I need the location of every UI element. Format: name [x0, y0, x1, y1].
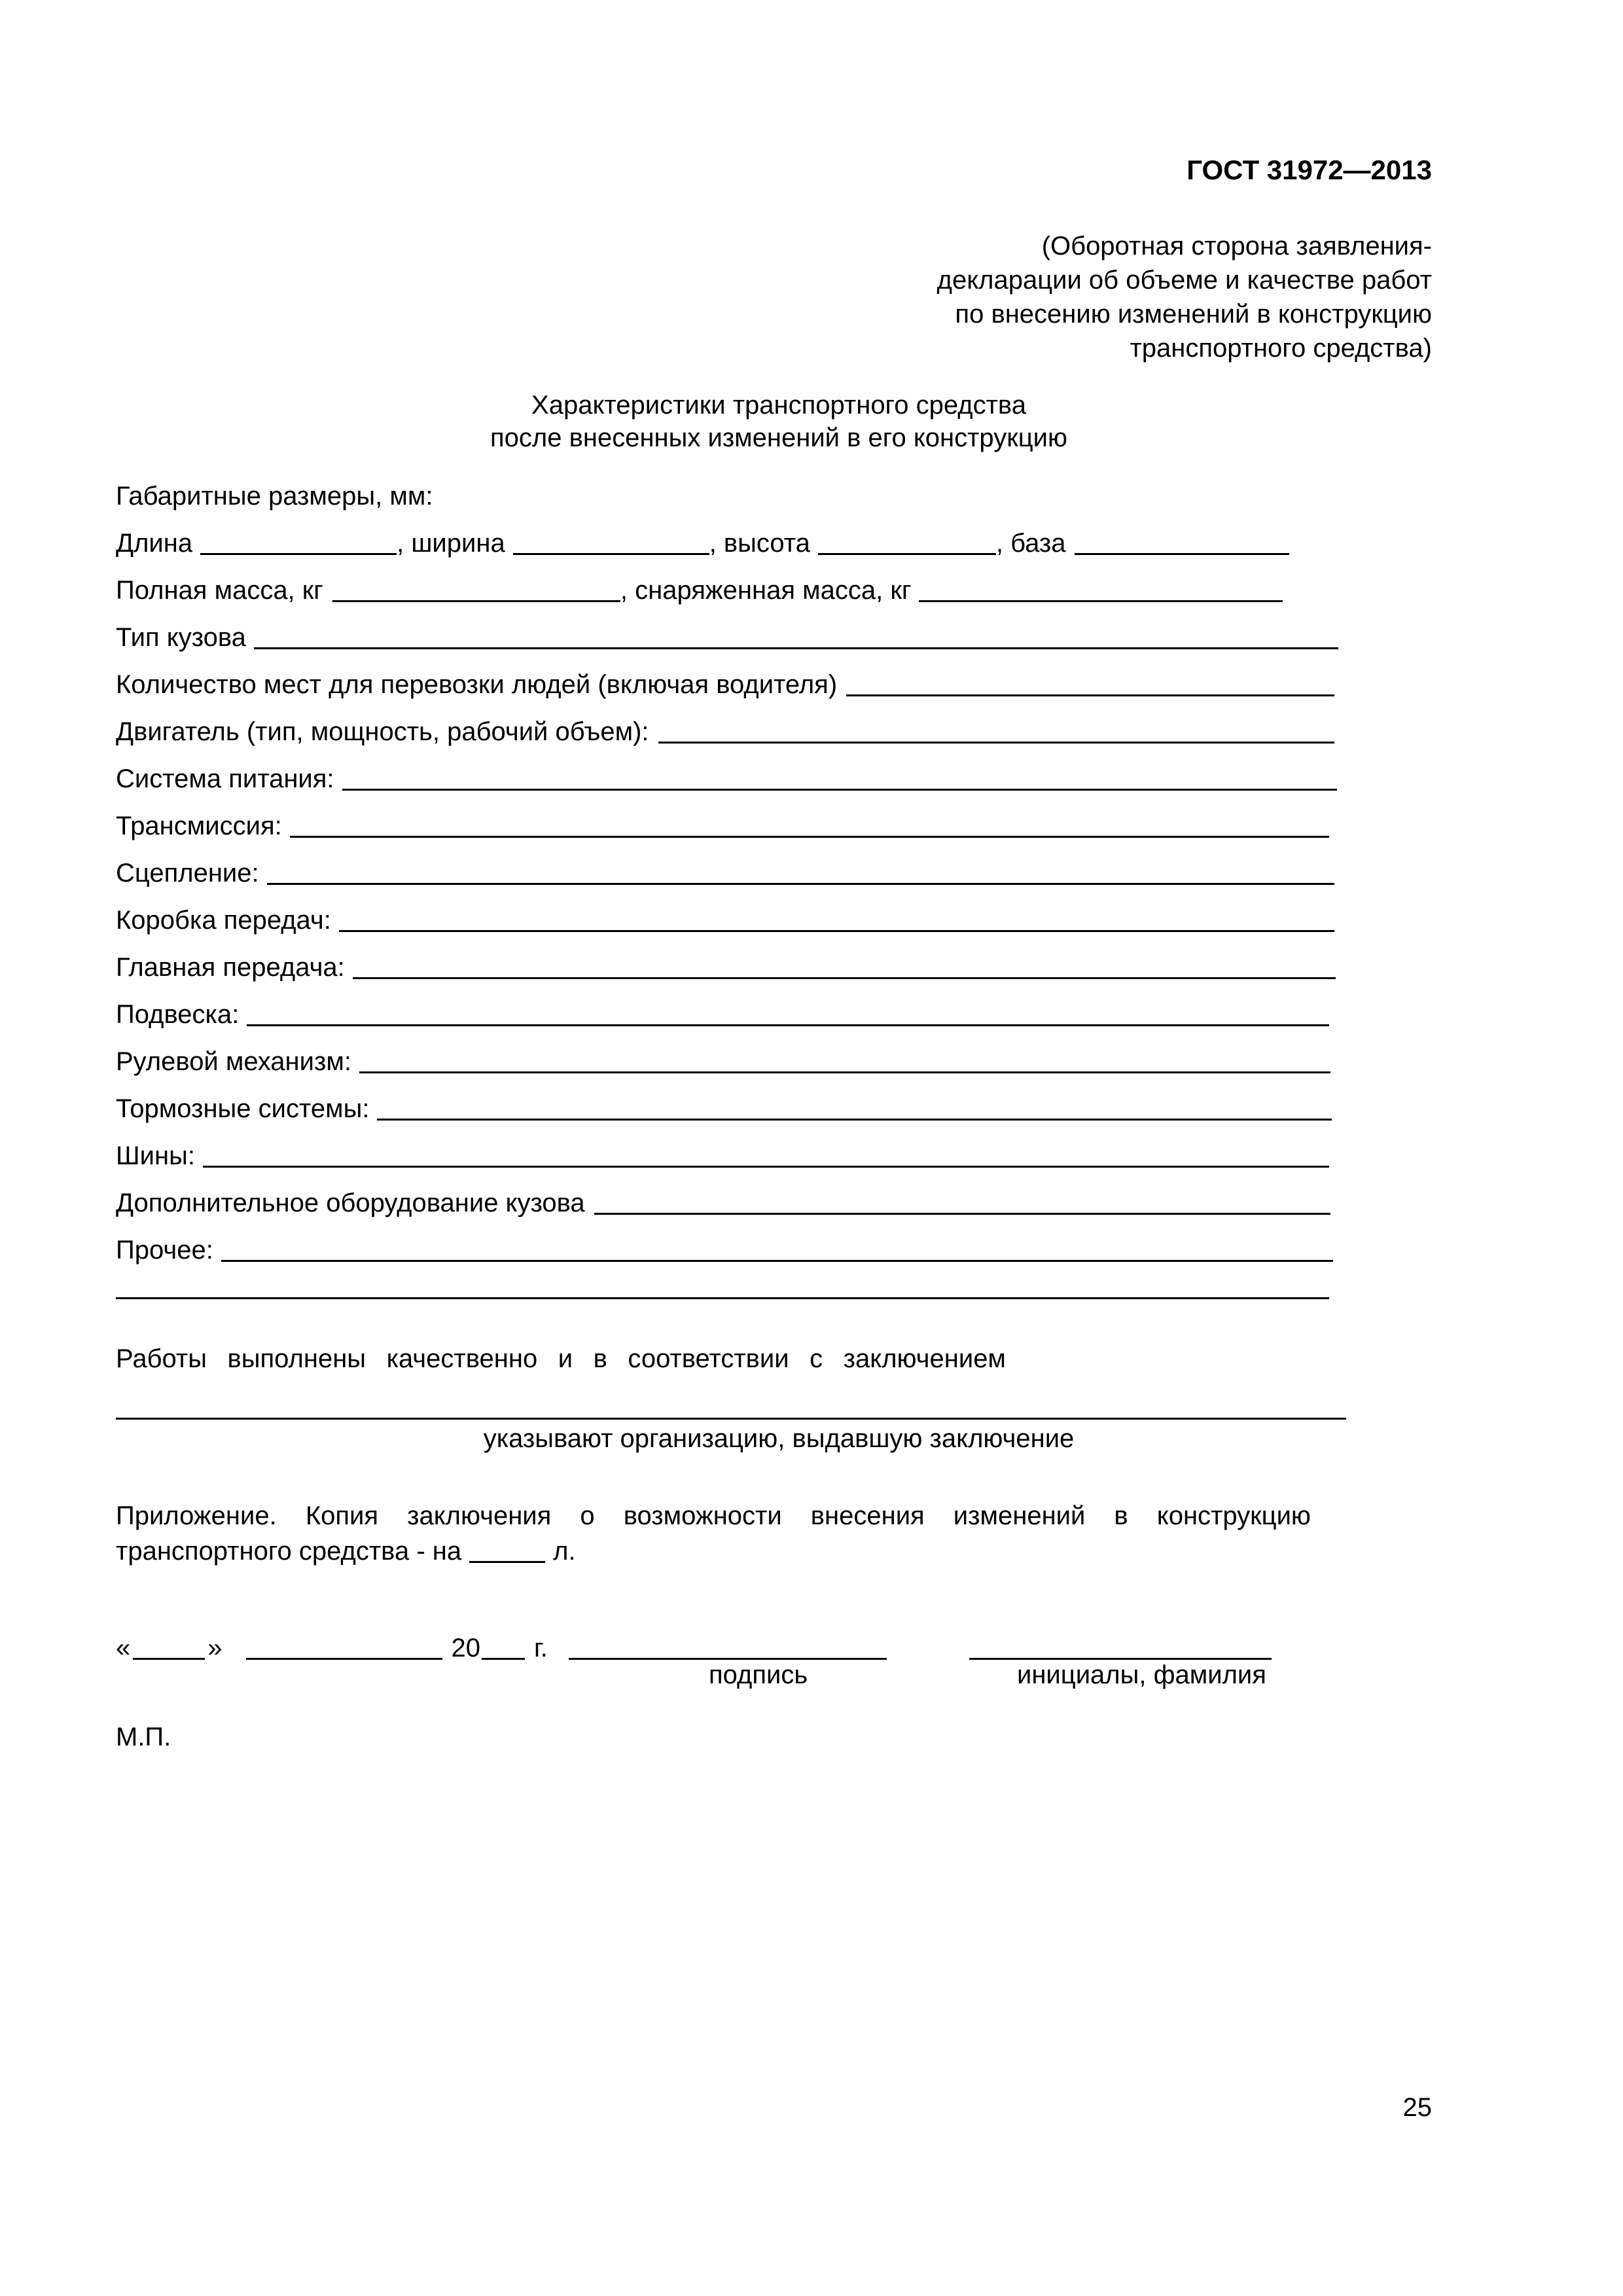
conclusion-word: в [593, 1344, 607, 1373]
name-caption: инициалы, фамилия [1017, 1660, 1266, 1689]
height-field[interactable] [818, 553, 996, 555]
height-label: , высота [709, 529, 810, 558]
extra-equipment-field[interactable] [594, 1213, 1330, 1215]
field-label: Тормозные системы: [116, 1094, 370, 1123]
appendix-line2 [116, 1533, 576, 1570]
field-label: Коробка передач: [116, 906, 331, 935]
full-mass-label: Полная масса, кг [116, 576, 323, 605]
page-number: 25 [1402, 2093, 1432, 2122]
standard-number: ГОСТ 31972—2013 [1186, 154, 1432, 185]
mass-row [116, 572, 1283, 609]
appendix-word: в [1114, 1501, 1128, 1530]
conclusion-word: соответствии [628, 1344, 789, 1373]
conclusion-word: качественно [386, 1344, 538, 1373]
appendix-word: заключения [407, 1501, 552, 1530]
field-label: Подвеска: [116, 1000, 240, 1029]
clutch-field[interactable] [267, 883, 1334, 885]
appendix-word: внесения [810, 1501, 925, 1530]
note-line: декларации об объеме и качестве работ [936, 266, 1432, 295]
note-line: транспортного средства) [1130, 334, 1432, 363]
dimensions-title: Габаритные размеры, мм: [116, 482, 433, 511]
other-row [116, 1232, 1333, 1268]
field-label: Дополнительное оборудование кузова [116, 1189, 585, 1217]
engine-field[interactable] [658, 742, 1334, 744]
steering-row [116, 1043, 1330, 1080]
other-continuation-line[interactable] [116, 1297, 1329, 1299]
appendix-word: Копия [305, 1501, 379, 1530]
body-type-row [116, 619, 1338, 656]
field-label: Трансмиссия: [116, 812, 282, 840]
seats-field[interactable] [846, 694, 1334, 696]
year-field[interactable] [482, 1658, 525, 1660]
brakes-row [116, 1090, 1332, 1127]
reverse-side-note [843, 229, 1432, 365]
other-field[interactable] [221, 1260, 1333, 1262]
organization-field[interactable] [116, 1418, 1346, 1420]
name-field[interactable] [969, 1658, 1272, 1660]
appendix-word: изменений [953, 1501, 1086, 1530]
pages-count-field[interactable] [469, 1561, 545, 1563]
curb-mass-label: , снаряженная масса, кг [620, 576, 912, 605]
quote-open: « [116, 1634, 131, 1662]
full-mass-field[interactable] [332, 600, 620, 602]
steering-field[interactable] [359, 1071, 1330, 1073]
field-label: Шины: [116, 1141, 195, 1170]
conclusion-word: и [558, 1344, 573, 1373]
gearbox-row [116, 902, 1334, 939]
note-line: (Оборотная сторона заявления- [1041, 232, 1432, 260]
tires-field[interactable] [203, 1166, 1329, 1168]
appendix-line2-end: л. [553, 1537, 576, 1566]
field-label: Система питания: [116, 764, 334, 793]
appendix-word: конструкцию [1156, 1501, 1311, 1530]
length-label: Длина [116, 529, 193, 558]
field-label: Тип кузова [116, 623, 246, 652]
final-drive-field[interactable] [353, 977, 1336, 979]
note-line: по внесению изменений в конструкцию [955, 300, 1432, 329]
field-label: Рулевой механизм: [116, 1047, 351, 1076]
section-heading [419, 389, 1139, 454]
appendix-word: Приложение. [116, 1501, 277, 1530]
tires-row [116, 1138, 1329, 1174]
transmission-row [116, 808, 1329, 844]
stamp-place: М.П. [116, 1723, 171, 1751]
fuel-system-field[interactable] [342, 789, 1337, 791]
year-prefix: 20 [451, 1634, 480, 1662]
engine-row [116, 713, 1334, 750]
brakes-field[interactable] [377, 1119, 1332, 1121]
dimensions-row [116, 525, 1289, 562]
field-label: Сцепление: [116, 859, 259, 888]
width-label: , ширина [397, 529, 505, 558]
length-field[interactable] [200, 553, 397, 555]
base-field[interactable] [1075, 553, 1289, 555]
organization-caption: указывают организацию, выдавшую заключение [483, 1424, 1075, 1453]
gearbox-field[interactable] [339, 930, 1334, 932]
width-field[interactable] [513, 553, 709, 555]
curb-mass-field[interactable] [919, 600, 1283, 602]
transmission-field[interactable] [290, 836, 1329, 838]
suspension-row [116, 996, 1329, 1033]
day-field[interactable] [133, 1658, 205, 1660]
conclusion-word: выполнены [227, 1344, 366, 1373]
quote-close: » [207, 1634, 223, 1662]
month-field[interactable] [246, 1658, 442, 1660]
appendix-word: о [580, 1501, 595, 1530]
conclusion-text [116, 1344, 1006, 1374]
field-label: Главная передача: [116, 953, 345, 982]
appendix-text [116, 1501, 1311, 1531]
signature-field[interactable] [569, 1658, 887, 1660]
extra-equipment-row [116, 1185, 1330, 1221]
heading-line: Характеристики транспортного средства [531, 391, 1026, 420]
appendix-line2-start: транспортного средства - на [116, 1537, 462, 1566]
clutch-row [116, 855, 1334, 891]
year-suffix: г. [534, 1634, 548, 1662]
seats-row [116, 666, 1334, 703]
suspension-field[interactable] [247, 1024, 1329, 1026]
field-label: Количество мест для перевозки людей (включая водителя) [116, 670, 838, 699]
appendix-word: возможности [623, 1501, 782, 1530]
body-type-field[interactable] [254, 647, 1338, 649]
final-drive-row [116, 949, 1336, 986]
field-label: Прочее: [116, 1236, 213, 1265]
heading-line: после внесенных изменений в его конструкцию [490, 423, 1067, 452]
conclusion-word: Работы [116, 1344, 207, 1373]
conclusion-word: с [810, 1344, 823, 1373]
signature-caption: подпись [709, 1660, 808, 1689]
field-label: Двигатель (тип, мощность, рабочий объем): [116, 717, 649, 746]
base-label: , база [995, 529, 1066, 558]
dimensions-title-row [116, 478, 433, 514]
conclusion-word: заключением [843, 1344, 1006, 1373]
fuel-system-row [116, 761, 1337, 797]
